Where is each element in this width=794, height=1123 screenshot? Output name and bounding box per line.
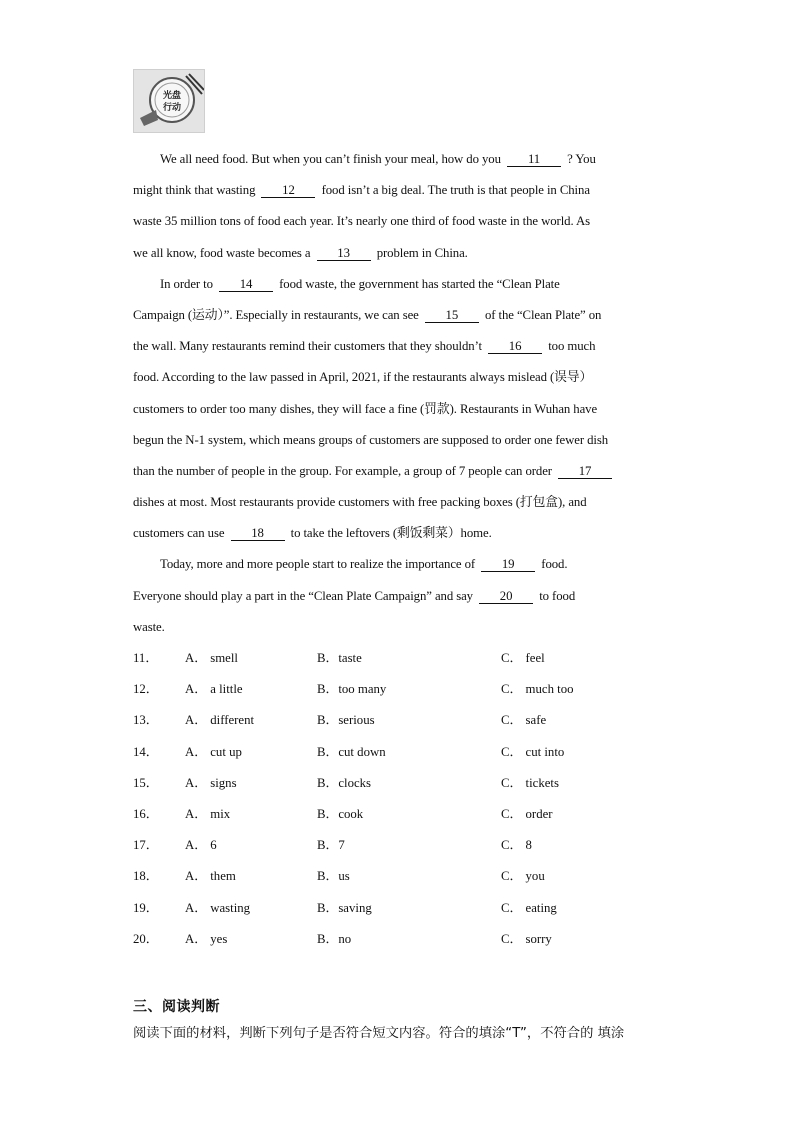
question-number: 19． [133, 900, 159, 915]
passage-line: In order to 14 food waste, the government has started the “Clean Plate [160, 276, 560, 291]
option-c: C． 8 [501, 838, 532, 853]
reading-passage [133, 144, 663, 643]
question-row [133, 705, 673, 736]
question-row [133, 737, 673, 768]
option-a: A． mix [185, 806, 231, 821]
passage-line: food. According to the law passed in April, 2021, if the restaurants always mislead (误导） [133, 370, 593, 385]
passage-line: customers to order too many dishes, they will face a fine (罚款). Restaurants in Wuhan have [133, 401, 598, 416]
question-row [133, 830, 673, 861]
option-c: C． eating [501, 900, 557, 915]
option-a: A． wasting [185, 900, 251, 915]
question-number: 16． [133, 806, 159, 821]
option-b: B．serious [317, 713, 375, 728]
blank-20: 20 [479, 589, 533, 604]
question-row [133, 861, 673, 892]
option-c: C． sorry [501, 931, 552, 946]
question-number: 12． [133, 682, 159, 697]
question-number: 17． [133, 838, 159, 853]
option-a: A． signs [185, 775, 237, 790]
option-c: C． safe [501, 713, 547, 728]
passage-line: we all know, food waste becomes a 13 problem in China. [133, 245, 468, 260]
option-b: B．no [317, 931, 352, 946]
option-c: C． feel [501, 651, 545, 665]
option-b: B．too many [317, 682, 387, 697]
blank-17: 17 [558, 464, 612, 479]
question-row [133, 893, 673, 924]
option-a: A． different [185, 713, 255, 728]
blank-14: 14 [219, 277, 273, 292]
option-b: B．7 [317, 838, 345, 853]
passage-line: waste. [133, 619, 165, 634]
passage-line: dishes at most. Most restaurants provide customers with free packing boxes (打包盒), and [133, 495, 587, 510]
logo-text-line2: 行动 [162, 103, 182, 113]
clean-plate-logo-icon [134, 70, 205, 133]
question-number: 15． [133, 775, 159, 790]
option-a: A． smell [185, 651, 238, 665]
blank-15: 15 [425, 308, 479, 323]
option-a: A． cut up [185, 744, 242, 759]
option-a: A． 6 [185, 838, 217, 853]
question-number: 14． [133, 744, 159, 759]
blank-13: 13 [317, 246, 371, 261]
option-b: B．cut down [317, 744, 386, 759]
option-c: C． tickets [501, 775, 559, 790]
section-instruction: 阅读下面的材料，判断下列句子是否符合短文内容。符合的填涂“T”，不符合的 填涂 [133, 1026, 625, 1041]
question-row [133, 643, 673, 674]
option-b: B．us [317, 869, 350, 884]
blank-18: 18 [231, 526, 285, 541]
option-a: A． yes [185, 931, 228, 946]
passage-line: customers can use 18 to take the leftovers (剩饭剩菜）home. [133, 526, 492, 541]
blank-19: 19 [481, 557, 535, 572]
passage-line: the wall. Many restaurants remind their customers that they shouldn’t 16 too much [133, 339, 596, 354]
option-c: C． cut into [501, 744, 565, 759]
question-list [133, 643, 673, 955]
question-row [133, 674, 673, 705]
blank-16: 16 [488, 339, 542, 354]
passage-line: might think that wasting 12 food isn’t a big deal. The truth is that people in China [133, 183, 590, 198]
question-number: 18． [133, 869, 159, 884]
question-number: 13． [133, 713, 159, 728]
passage-line: than the number of people in the group. For example, a group of 7 people can order 17 [133, 456, 663, 487]
passage-line: begun the N-1 system, which means groups of customers are supposed to order one fewer dish [133, 432, 609, 447]
passage-line: Campaign (运动）”. Especially in restaurants, we can see 15 of the “Clean Plate” on [133, 307, 602, 322]
question-row [133, 768, 673, 799]
option-b: B．taste [317, 651, 362, 665]
option-a: A． them [185, 869, 236, 884]
option-b: B．clocks [317, 775, 372, 790]
passage-line: We all need food. But when you can’t finish your meal, how do you 11 ? You [160, 152, 596, 166]
passage-line: Today, more and more people start to realize the importance of 19 food. [160, 557, 568, 572]
question-row [133, 924, 673, 955]
question-row [133, 799, 673, 830]
question-number: 11． [133, 651, 159, 665]
logo-text-line1: 光盘 [162, 91, 182, 101]
passage-line: waste 35 million tons of food each year. It’s nearly one third of food waste in the world. As [133, 214, 590, 229]
option-b: B．saving [317, 900, 372, 915]
blank-12: 12 [261, 183, 315, 198]
option-c: C． much too [501, 682, 574, 697]
option-c: C． you [501, 869, 545, 884]
question-number: 20． [133, 931, 159, 946]
blank-11: 11 [507, 152, 561, 167]
passage-line: Everyone should play a part in the “Clean Plate Campaign” and say 20 to food [133, 588, 576, 603]
option-b: B．cook [317, 806, 364, 821]
option-c: C． order [501, 806, 553, 821]
section-title: 三、阅读判断 [133, 999, 220, 1015]
clean-plate-logo-image [133, 69, 205, 133]
option-a: A． a little [185, 682, 243, 697]
